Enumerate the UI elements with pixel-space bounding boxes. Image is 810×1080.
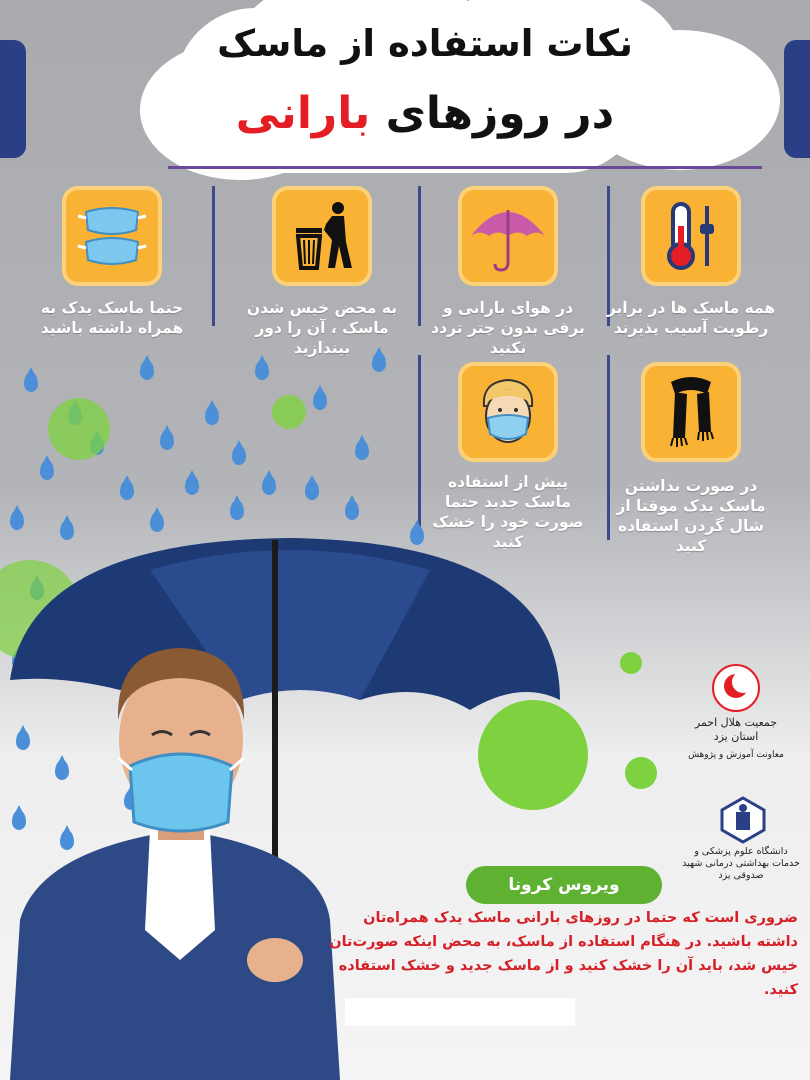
tip-caption-5: در صورت نداشتن ماسک یدک موقتا از شال گردن استفاده کنید bbox=[616, 477, 766, 555]
masked-face-icon bbox=[458, 362, 558, 462]
red-crescent-logo bbox=[712, 664, 760, 712]
title-highlight: بارانی bbox=[235, 88, 371, 139]
tip-caption-4: حتما ماسک یدک به همراه داشته باشید bbox=[40, 299, 184, 337]
spare-masks-icon bbox=[62, 186, 162, 286]
university-logo bbox=[718, 796, 768, 844]
column-divider bbox=[418, 355, 421, 540]
virus-icon bbox=[620, 652, 642, 674]
left-frame-tab bbox=[0, 40, 26, 158]
tip-caption-2: در هوای بارانی و برفی بدون چتر تردد نکنید bbox=[431, 299, 585, 357]
column-divider bbox=[418, 186, 421, 326]
virus-icon bbox=[272, 395, 306, 429]
title-line-2: در روزهای بارانی bbox=[235, 88, 615, 139]
title-underline bbox=[168, 166, 762, 169]
column-divider bbox=[212, 186, 215, 326]
blank-label bbox=[345, 998, 575, 1026]
virus-icon bbox=[48, 398, 110, 460]
scarf-icon bbox=[641, 362, 741, 462]
tip-caption-6: پیش از استفاده ماسک جدید حتما صورت خود را خشک کنید bbox=[432, 473, 584, 551]
tip-caption-1: همه ماسک ها در برابر رطوبت آسیب پذیرند bbox=[606, 299, 776, 337]
red-crescent-name: جمعیت هلال احمر استان یزد bbox=[694, 716, 778, 743]
tip-caption-3: به محض خیس شدن ماسک ، آن را دور بیندازید bbox=[246, 299, 398, 357]
umbrella-icon bbox=[458, 186, 558, 286]
title-line-1: نکات استفاده از ماسک bbox=[217, 22, 633, 65]
red-crescent-subtitle: معاونت آموزش و پژوهش bbox=[688, 750, 784, 760]
corona-virus-badge: ویروس کرونا bbox=[466, 866, 662, 904]
university-name: دانشگاه علوم پزشکی و خدمات بهداشتی درمانی شهید صدوقی یزد bbox=[682, 846, 800, 881]
body-paragraph: ضروری است که حتما در روزهای بارانی ماسک یدک همراه‌تان داشته باشید. در هنگام استفاده از ماسک، به محض اینکه صورت‌تان خیس شد، باید آن را خشک کنید و از ماسک جدید و خشک استفاده کنید. bbox=[329, 910, 798, 998]
virus-icon bbox=[625, 757, 657, 789]
right-frame-tab bbox=[784, 40, 810, 158]
thermometer-icon bbox=[641, 186, 741, 286]
trash-bin-icon bbox=[272, 186, 372, 286]
